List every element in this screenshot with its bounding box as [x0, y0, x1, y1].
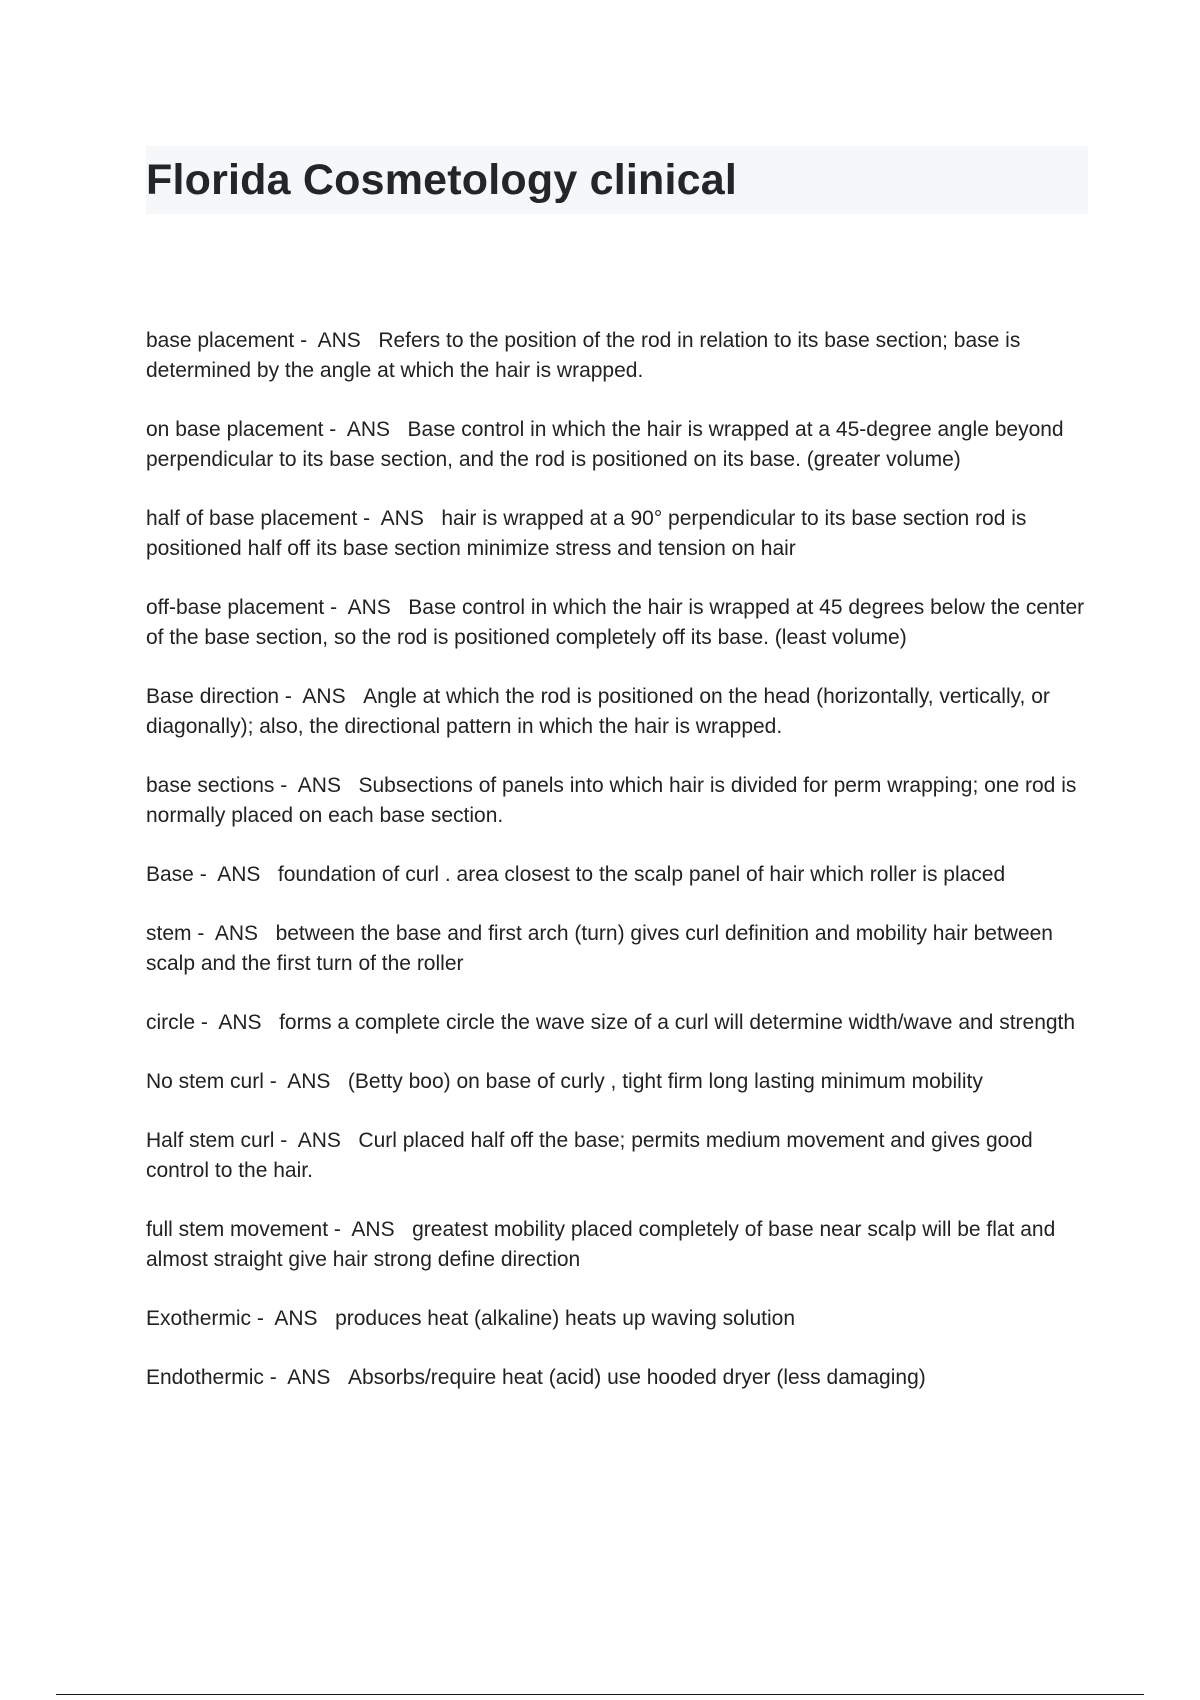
entry-separator: - — [263, 1366, 288, 1389]
entry-definition: greatest mobility placed completely of base near scalp will be flat and almost straight give hair strong define direction — [146, 1218, 1056, 1271]
definition-entry — [146, 1363, 1096, 1393]
ans-label: ANS — [317, 329, 361, 352]
entry-separator: - — [251, 1307, 275, 1330]
entry-definition: Base control in which the hair is wrapped at a 45-degree angle beyond perpendicular to its base section, and the rod is positioned on its base. (greater volume) — [146, 418, 1064, 471]
entry-separator: - — [328, 1218, 352, 1241]
definition-entry — [146, 771, 1096, 831]
entry-definition: Angle at which the rod is positioned on the head (horizontally, vertically, or diagonally); also, the directional pattern in which the hair is wrapped. — [146, 685, 1050, 738]
ans-label: ANS — [347, 596, 391, 619]
definition-entry — [146, 1304, 1096, 1334]
page-title: Florida Cosmetology clinical — [146, 155, 737, 204]
definitions-list — [146, 326, 1096, 1422]
definition-entry — [146, 326, 1096, 386]
ans-label: ANS — [302, 685, 346, 708]
entry-separator: - — [274, 1129, 298, 1152]
ans-label: ANS — [287, 1070, 331, 1093]
entry-definition: produces heat (alkaline) heats up waving solution — [335, 1307, 796, 1330]
ans-label: ANS — [380, 507, 424, 530]
entry-separator: - — [279, 685, 303, 708]
entry-definition: foundation of curl . area closest to the scalp panel of hair which roller is placed — [277, 863, 1006, 886]
entry-term: Exothermic — [146, 1307, 252, 1330]
entry-separator: - — [324, 596, 348, 619]
title-banner — [146, 146, 1088, 214]
entry-term: No stem curl — [146, 1070, 264, 1093]
page-bottom-divider — [56, 1694, 1144, 1695]
entry-separator: - — [323, 418, 347, 441]
entry-term: Endothermic — [146, 1366, 264, 1389]
definition-entry — [146, 1008, 1096, 1038]
ans-label: ANS — [287, 1366, 331, 1389]
entry-term: Base direction — [146, 685, 280, 708]
ans-label: ANS — [217, 863, 261, 886]
entry-term: stem — [146, 922, 192, 945]
entry-definition: Subsections of panels into which hair is divided for perm wrapping; one rod is normally placed on each base section. — [146, 774, 1077, 827]
entry-definition: (Betty boo) on base of curly , tight firm long lasting minimum mobility — [347, 1070, 983, 1093]
definition-entry — [146, 1215, 1096, 1275]
entry-separator: - — [294, 329, 318, 352]
entry-term: off-base placement — [146, 596, 325, 619]
entry-separator: - — [191, 922, 215, 945]
entry-definition: Refers to the position of the rod in relation to its base section; base is determined by the angle at which the hair is wrapped. — [146, 329, 1021, 382]
entry-separator: - — [357, 507, 381, 530]
entry-term: circle — [146, 1011, 196, 1034]
entry-separator: - — [193, 863, 218, 886]
entry-separator: - — [195, 1011, 219, 1034]
entry-term: base placement — [146, 329, 295, 352]
ans-label: ANS — [297, 1129, 341, 1152]
definition-entry — [146, 682, 1096, 742]
entry-definition: forms a complete circle the wave size of a curl will determine width/wave and strength — [279, 1011, 1076, 1034]
ans-label: ANS — [214, 922, 259, 945]
definition-entry — [146, 860, 1096, 890]
ans-label: ANS — [274, 1307, 318, 1330]
ans-label: ANS — [346, 418, 390, 441]
definition-entry — [146, 504, 1096, 564]
entry-definition: Base control in which the hair is wrapped at 45 degrees below the center of the base section, so the rod is positioned completely off its base. (least volume) — [146, 596, 1085, 649]
entry-definition: Absorbs/require heat (acid) use hooded dryer (less damaging) — [347, 1366, 926, 1389]
entry-separator: - — [263, 1070, 288, 1093]
definition-entry — [146, 919, 1096, 979]
ans-label: ANS — [218, 1011, 262, 1034]
entry-definition: Curl placed half off the base; permits medium movement and gives good control to the hair. — [146, 1129, 1033, 1182]
definition-entry — [146, 415, 1096, 475]
definition-entry — [146, 1126, 1096, 1186]
entry-term: Base — [146, 863, 194, 886]
entry-term: base sections — [146, 774, 275, 797]
entry-term: full stem movement — [146, 1218, 329, 1241]
entry-definition: between the base and first arch (turn) gives curl definition and mobility hair between scalp and the first turn of the roller — [146, 922, 1053, 975]
definition-entry — [146, 593, 1096, 653]
entry-definition: hair is wrapped at a 90° perpendicular to its base section rod is positioned half off its base section minimize stress and tension on hair — [146, 507, 1027, 560]
entry-term: half of base placement — [146, 507, 358, 530]
entry-separator: - — [274, 774, 298, 797]
entry-term: on base placement — [146, 418, 324, 441]
ans-label: ANS — [351, 1218, 395, 1241]
ans-label: ANS — [297, 774, 341, 797]
entry-term: Half stem curl — [146, 1129, 275, 1152]
definition-entry — [146, 1067, 1096, 1097]
